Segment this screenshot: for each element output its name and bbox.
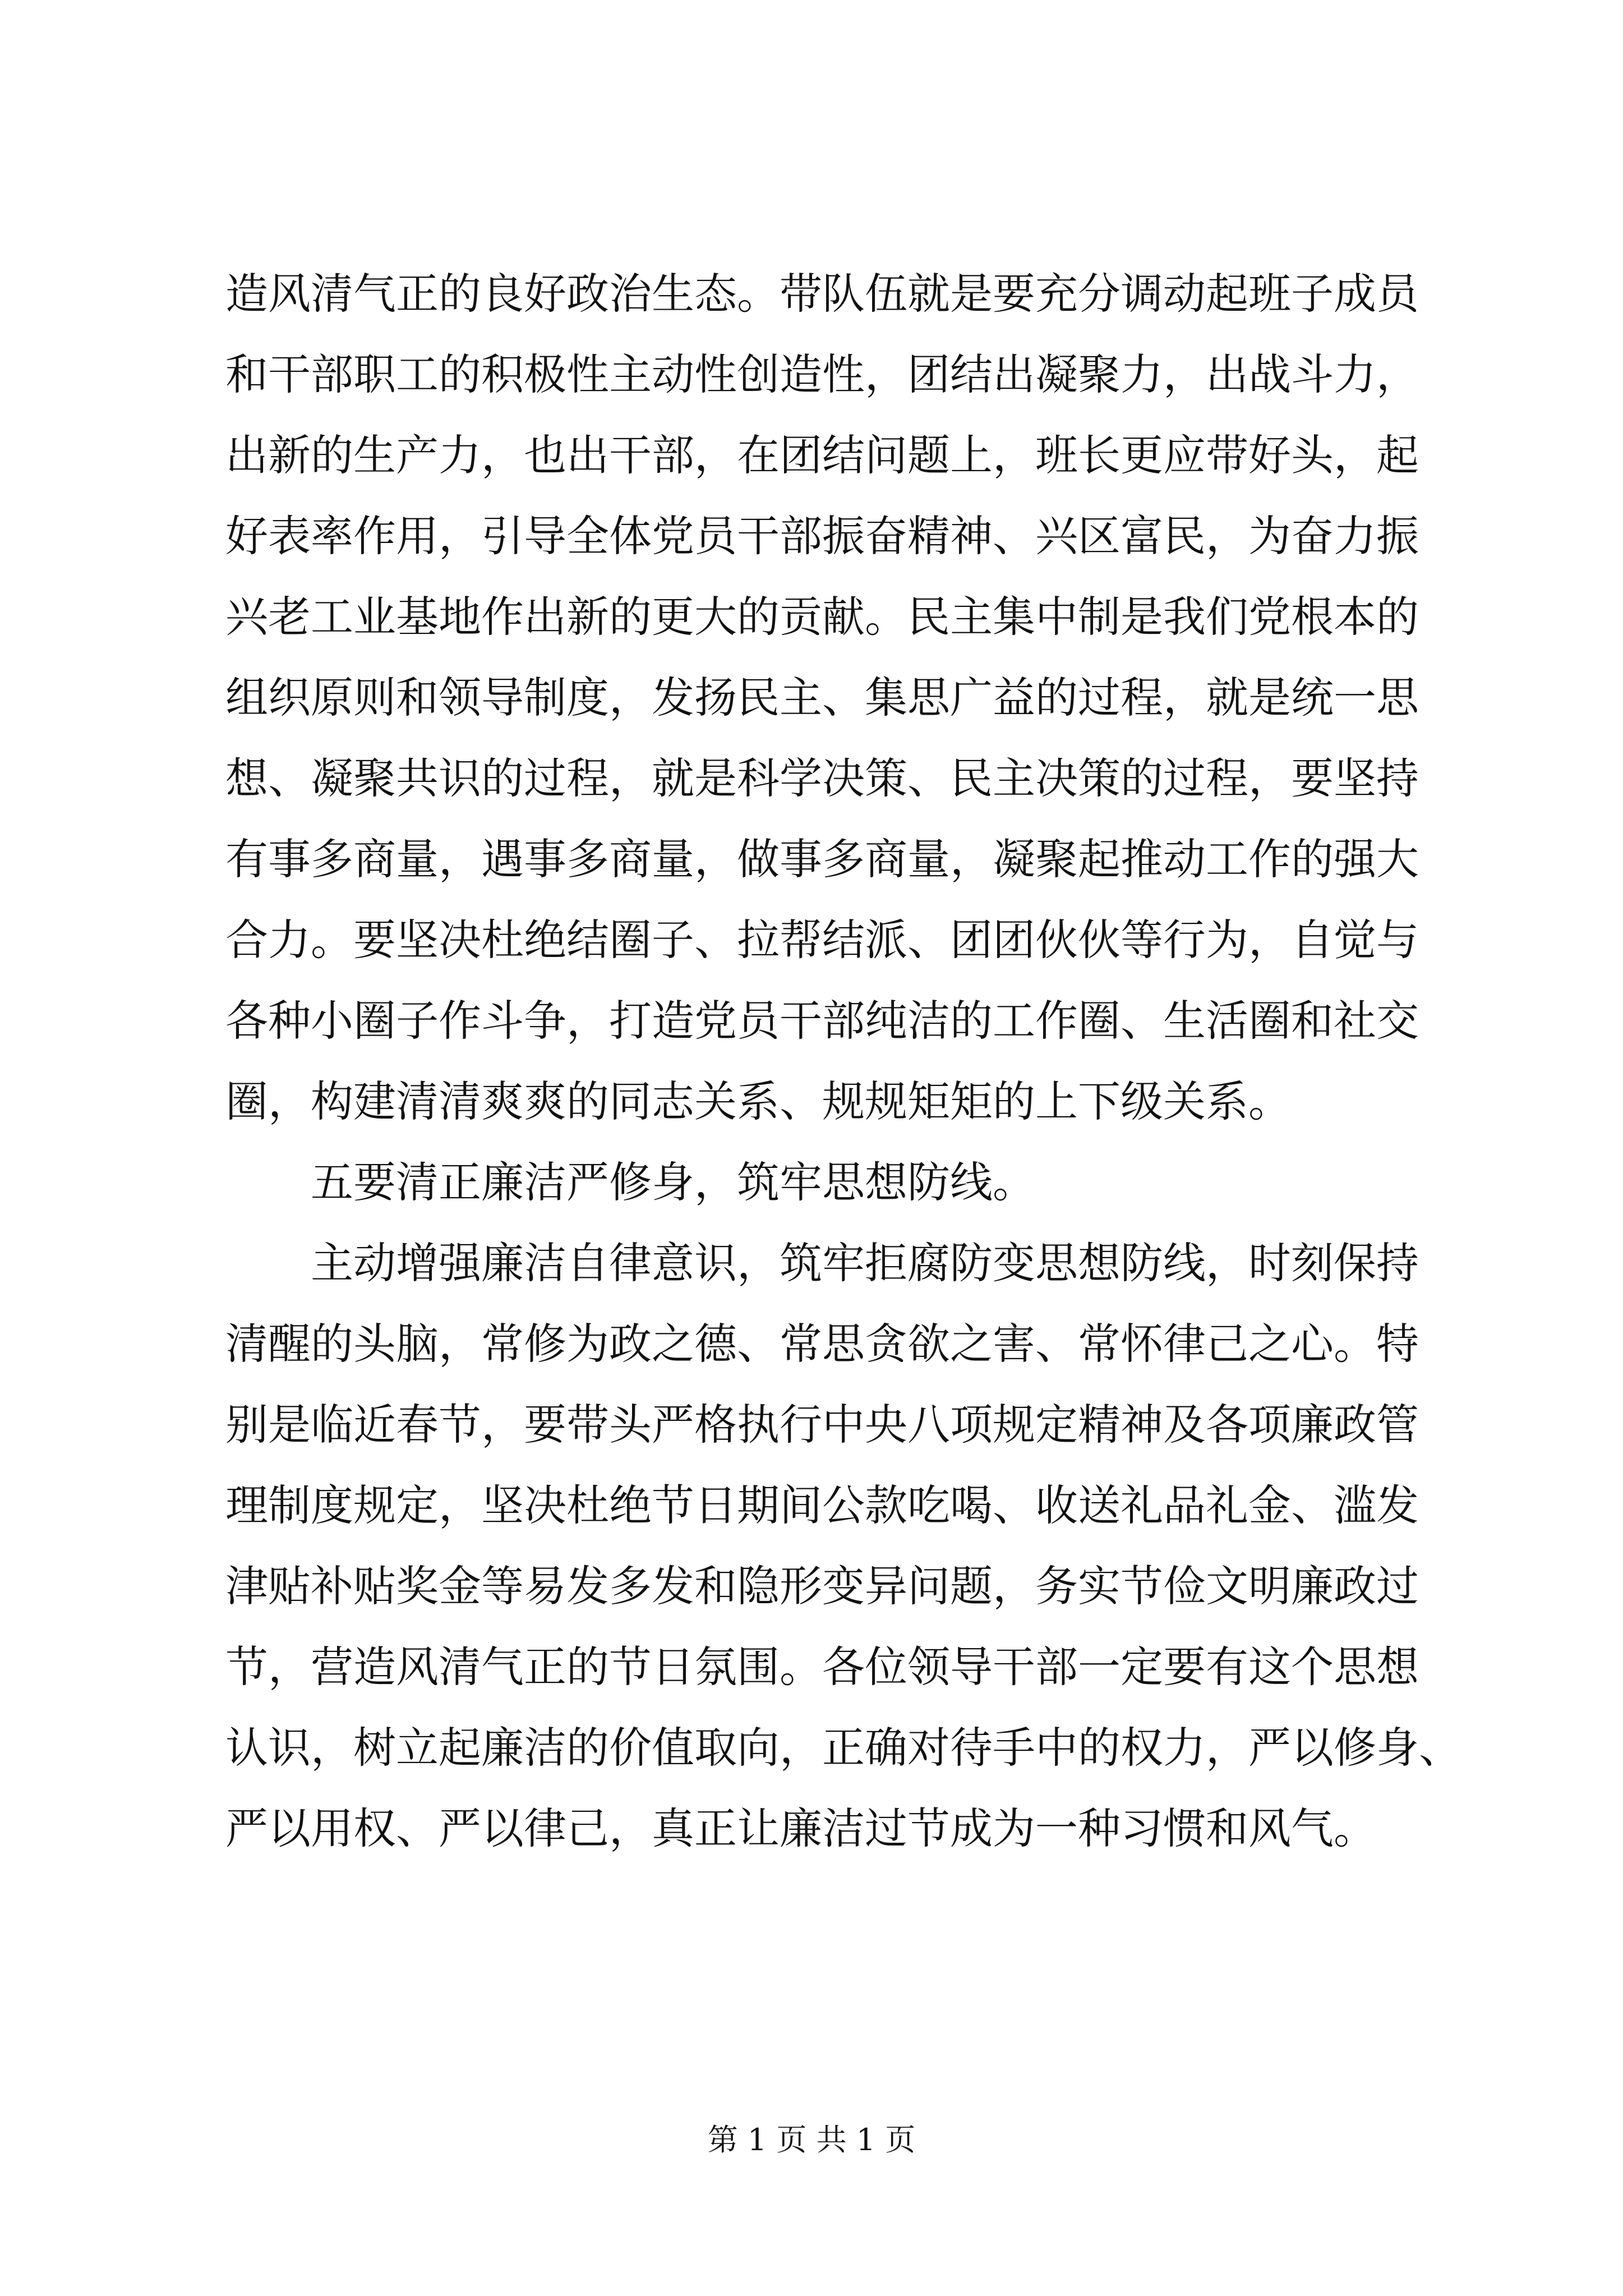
text-line: 好表率作用，引导全体党员干部振奋精神、兴区富民，为奋力振	[225, 511, 1419, 561]
page-footer: 第 1 页 共 1 页	[707, 2122, 916, 2157]
text-line: 组织原则和领导制度，发扬民主、集思广益的过程，就是统一思	[225, 673, 1419, 723]
text-line: 出新的生产力，也出干部，在团结问题上，班长更应带好头，起	[225, 430, 1419, 480]
text-line: 造风清气正的良好政治生态。带队伍就是要充分调动起班子成员	[225, 269, 1419, 319]
text-line: 严以用权、严以律己，真正让廉洁过节成为一种习惯和风气。	[225, 1803, 1376, 1853]
text-line: 清醒的头脑，常修为政之德、常思贪欲之害、常怀律己之心。特	[225, 1319, 1419, 1369]
text-line: 节，营造风清气正的节日氛围。各位领导干部一定要有这个思想	[225, 1642, 1419, 1692]
text-line: 各种小圈子作斗争，打造党员干部纯洁的工作圈、生活圈和社交	[225, 996, 1419, 1046]
paragraph-leadership	[225, 254, 1419, 1142]
text-line: 圈，构建清清爽爽的同志关系、规规矩矩的上下级关系。	[225, 1076, 1291, 1126]
text-line: 主动增强廉洁自律意识，筑牢拒腐防变思想防线，时刻保持	[311, 1238, 1419, 1288]
section-heading: 五要清正廉洁严修身，筑牢思想防线。	[311, 1157, 1035, 1207]
text-line: 合力。要坚决杜绝结圈子、拉帮结派、团团伙伙等行为，自觉与	[225, 915, 1419, 965]
text-line: 别是临近春节，要带头严格执行中央八项规定精神及各项廉政管	[225, 1400, 1419, 1450]
text-line: 理制度规定，坚决杜绝节日期间公款吃喝、收送礼品礼金、滥发	[225, 1480, 1419, 1530]
text-line: 认识，树立起廉洁的价值取向，正确对待手中的权力，严以修身、	[225, 1723, 1461, 1773]
text-line: 津贴补贴奖金等易发多发和隐形变异问题，务实节俭文明廉政过	[225, 1561, 1419, 1611]
document-body	[225, 254, 1461, 1869]
text-line: 和干部职工的积极性主动性创造性，团结出凝聚力，出战斗力，	[225, 349, 1419, 399]
text-line: 兴老工业基地作出新的更大的贡献。民主集中制是我们党根本的	[225, 592, 1419, 642]
paragraph-integrity	[225, 1223, 1461, 1869]
text-line: 有事多商量，遇事多商量，做事多商量，凝聚起推动工作的强大	[225, 834, 1419, 884]
text-line: 想、凝聚共识的过程，就是科学决策、民主决策的过程，要坚持	[225, 753, 1419, 803]
